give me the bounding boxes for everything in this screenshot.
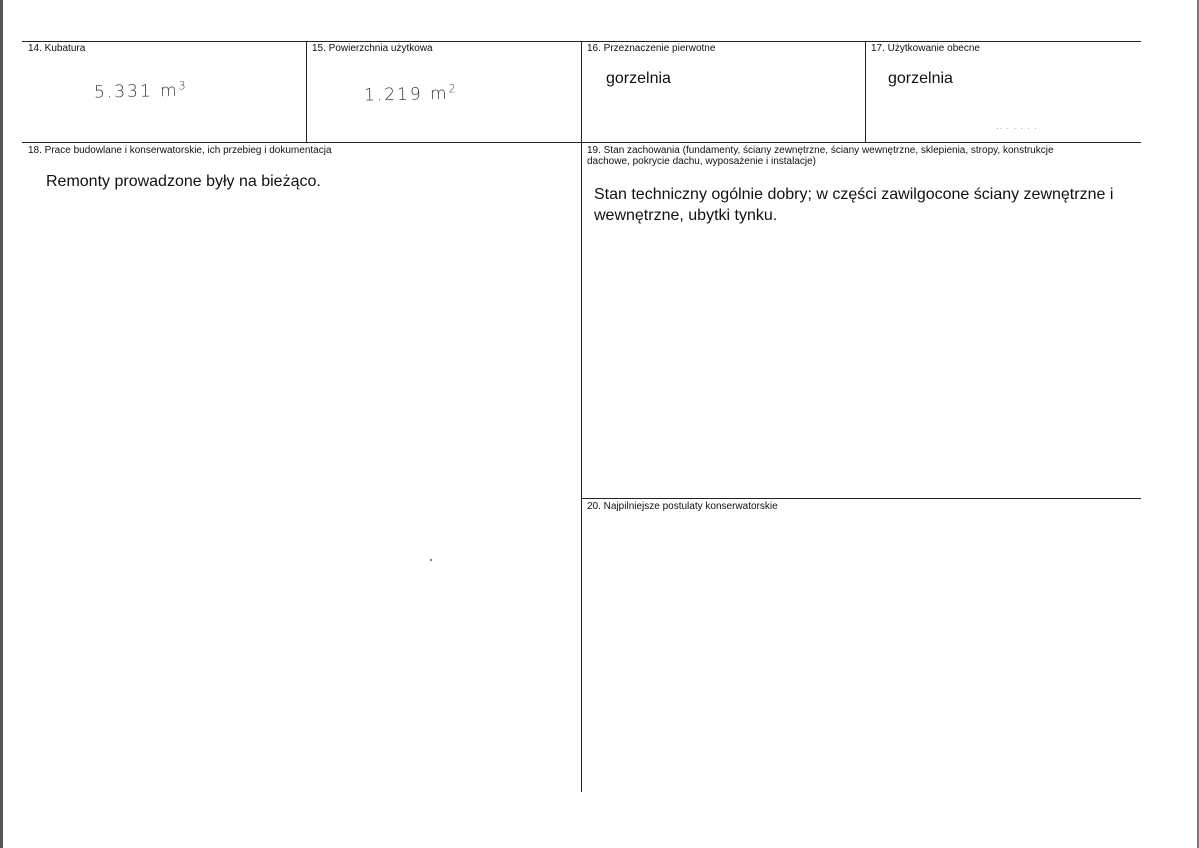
field-17-label: 17. Użytkowanie obecne	[871, 43, 980, 54]
field-14-label: 14. Kubatura	[28, 43, 86, 54]
field-19-label: 19. Stan zachowania (fundamenty, ściany zewnętrzne, ściany wewnętrzne, sklepienia, stropy, konstrukcje dachowe, pokrycie dachu, wyposażenie i instalacje)	[587, 145, 1054, 167]
field-15-value: 1.219 $m^2$	[363, 82, 456, 106]
field-20-label: 20. Najpilniejsze postulaty konserwatorskie	[587, 501, 778, 512]
scan-dots: ·· · · · · ·	[996, 124, 1038, 133]
field-19-value: Stan techniczny ogólnie dobry; w części zawilgocone ściany zewnętrzne i wewnętrzne, ubytki tynku.	[594, 186, 1114, 224]
field-16-label: 16. Przeznaczenie pierwotne	[587, 43, 716, 54]
divider-14-15	[306, 41, 307, 142]
field-16-value: gorzelnia	[606, 70, 671, 87]
scan-edge-left	[0, 0, 3, 848]
field-17-value: gorzelnia	[888, 70, 953, 87]
field-14-value: 5.331 $m^3$	[93, 79, 186, 103]
field-15-label: 15. Powierzchnia użytkowa	[312, 43, 433, 54]
divider-center	[581, 41, 582, 792]
field-18-value: Remonty prowadzone były na bieżąco.	[46, 173, 321, 190]
scan-speck	[430, 559, 432, 561]
divider-16-17	[865, 41, 866, 142]
field-18-label: 18. Prace budowlane i konserwatorskie, ich przebieg i dokumentacja	[28, 145, 332, 156]
field20-top-rule	[581, 498, 1141, 499]
